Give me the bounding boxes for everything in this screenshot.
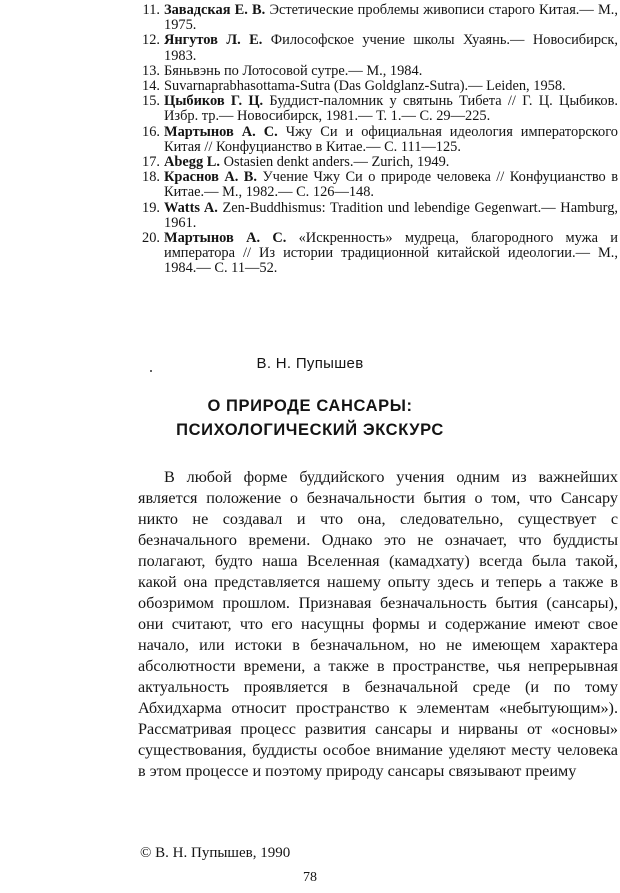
article-title-line: О ПРИРОДЕ САНСАРЫ: bbox=[207, 397, 413, 415]
reference-body bbox=[164, 170, 618, 200]
article-title bbox=[0, 394, 620, 442]
reference-text: Zen-Buddhismus: Tradition und lebendige Gegenwart.— Hamburg, 1961. bbox=[164, 199, 618, 231]
article-title-line: ПСИХОЛОГИЧЕСКИЙ ЭКСКУРС bbox=[176, 421, 444, 439]
reference-number: 14. bbox=[142, 78, 160, 95]
reference-item bbox=[134, 201, 618, 231]
reference-body bbox=[164, 155, 618, 170]
reference-text: Бяньвэнь по Лотосовой сутре.— М., 1984. bbox=[164, 62, 423, 79]
reference-item bbox=[134, 125, 618, 155]
reference-body bbox=[164, 64, 618, 79]
reference-author: Мартынов А. С. bbox=[164, 123, 278, 140]
copyright-notice: © В. Н. Пупышев, 1990 bbox=[140, 845, 291, 861]
reference-item bbox=[134, 155, 618, 170]
reference-item bbox=[134, 94, 618, 124]
reference-text: Учение Чжу Си о природе человека // Конфуцианство в Китае.— М., 1982.— С. 126—148. bbox=[164, 169, 618, 201]
reference-author: Цыбиков Г. Ц. bbox=[164, 93, 264, 110]
reference-item bbox=[134, 231, 618, 277]
reference-number: 13. bbox=[142, 62, 160, 79]
reference-author: Watts A. bbox=[164, 199, 218, 216]
body-text bbox=[138, 467, 618, 782]
reference-item bbox=[134, 79, 618, 94]
reference-item bbox=[134, 170, 618, 200]
reference-number: 19. bbox=[142, 199, 160, 216]
reference-item bbox=[134, 33, 618, 63]
reference-text: «Искренность» мудреца, благородного мужа и императора // Из истории традиционной китайской идеологии.— М., 1984.— С. 11—52. bbox=[164, 230, 618, 277]
reference-number: 16. bbox=[142, 123, 160, 140]
reference-body bbox=[164, 3, 618, 33]
reference-text: Suvarnaprabhasottama-Sutra (Das Goldglanz-Sutra).— Leiden, 1958. bbox=[164, 78, 566, 95]
reference-body bbox=[164, 79, 618, 94]
article-author: В. Н. Пупышев bbox=[256, 355, 364, 372]
reference-list bbox=[134, 3, 618, 277]
reference-number: 20. bbox=[142, 230, 160, 247]
reference-text: Чжу Си и официальная идеология императорского Китая // Конфуцианство в Китае.— С. 111—125. bbox=[164, 123, 618, 155]
reference-number: 15. bbox=[142, 93, 160, 110]
reference-text: Ostasien denkt anders.— Zurich, 1949. bbox=[223, 154, 450, 171]
reference-number: 11. bbox=[142, 2, 160, 18]
reference-author: Завадская Е. В. bbox=[164, 2, 266, 18]
reference-author: Abegg L. bbox=[164, 154, 220, 171]
reference-body bbox=[164, 94, 618, 124]
reference-item bbox=[134, 3, 618, 33]
reference-body bbox=[164, 33, 618, 63]
page-number: 78 bbox=[303, 870, 317, 885]
reference-body bbox=[164, 201, 618, 231]
reference-text: Буддист-паломник у святынь Тибета // Г. Ц. Цыбиков. Избр. тр.— Новосибирск, 1981.— Т. 1.— С. 29—225. bbox=[164, 93, 618, 125]
reference-number: 12. bbox=[142, 32, 160, 49]
reference-item bbox=[134, 64, 618, 79]
reference-body bbox=[164, 231, 618, 277]
reference-number: 18. bbox=[142, 169, 160, 186]
reference-author: Краснов А. В. bbox=[164, 169, 258, 186]
paragraph: В любой форме буддийского учения одним из важнейших является положение о безначальности бытия о том, что Сансару никто не создавал и что она, следовательно, существует с безначального времени. Однако это не означает, что буддисты полагают, будто наша Вселенная (камадхату) всегда была такой, какой она представляется нашему опыту здесь и теперь а также в обозримом прошлом. Признавая безначальность бытия (сансары), они считают, что его насущны формы и содержание имеют свое начало, или истоки в безначальном, но не имеющем характера абсолютности времени, а также в пространстве, чья непрерывная актуальность проявляется в безначальной среде (и по тому Абхидхарма относит пространство к элементам «небытующим»). Рассматривая процесс развития сансары и нирваны от «основы» существования, буддисты особое внимание уделяют месту человека в этом процессе и поэтому природу сансары связывают преиму bbox=[138, 468, 618, 780]
reference-author: Мартынов А. С. bbox=[164, 230, 287, 247]
reference-text: Философское учение школы Хуаянь.— Новосибирск, 1983. bbox=[164, 32, 618, 64]
reference-author: Янгутов Л. Е. bbox=[164, 32, 263, 49]
reference-number: 17. bbox=[142, 154, 160, 171]
reference-text: Эстетические проблемы живописи старого Китая.— М., 1975. bbox=[164, 2, 618, 34]
reference-body bbox=[164, 125, 618, 155]
